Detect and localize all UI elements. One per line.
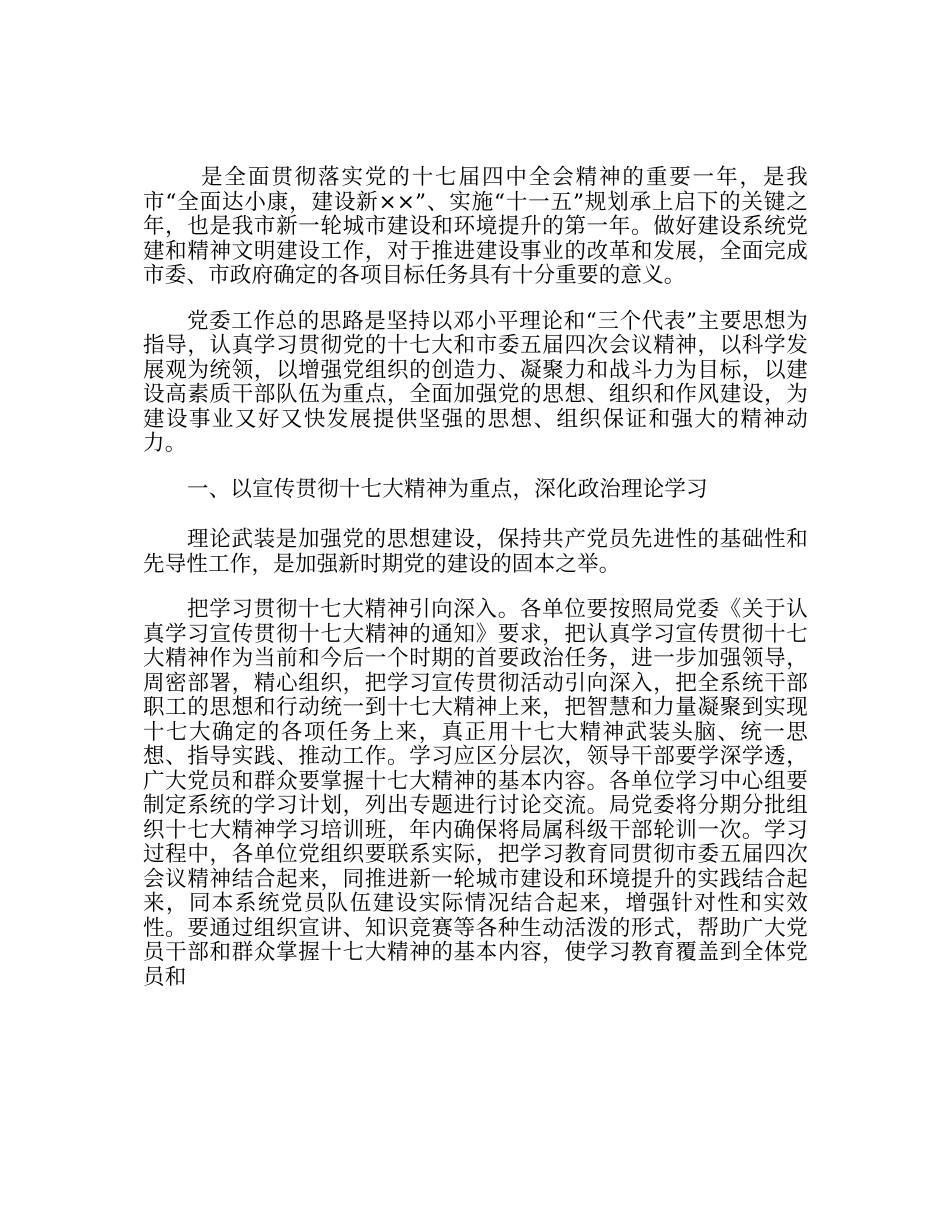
paragraph-work-approach: 党委工作总的思路是坚持以邓小平理论和“三个代表”主要思想为指导，认真学习贯彻党的十七大和市委五届四次会议精神，以科学发展观为统领，以增强党组织的创造力、凝聚力和战斗力为目标，以建设高素质干部队伍为重点，全面加强党的思想、组织和作风建设，为建设事业又好又快发展提供坚强的思想、组织保证和强大的精神动力。 xyxy=(143,308,808,456)
section-heading-1: 一、以宣传贯彻十七大精神为重点，深化政治理论学习 xyxy=(187,476,708,502)
paragraph-study-plan: 把学习贯彻十七大精神引向深入。各单位要按照局党委《关于认真学习宣传贯彻十七大精神的通知》要求，把认真学习宣传贯彻十七大精神作为当前和今后一个时期的首要政治任务，进一步加强领导，周密部署，精心组织，把学习宣传贯彻活动引向深入，把全系统干部职工的思想和行动统一到十七大精神上来，把智慧和力量凝聚到实现十七大确定的各项任务上来，真正用十七大精神武装头脑、统一思想、指导实践、推动工作。学习应区分层次，领导干部要学深学透，广大党员和群众要掌握十七大精神的基本内容。各单位学习中心组要制定系统的学习计划，列出专题进行讨论交流。局党委将分期分批组织十七大精神学习培训班，年内确保将局属科级干部轮训一次。学习过程中，各单位党组织要联系实际，把学习教育同贯彻市委五届四次会议精神结合起来，同推进新一轮城市建设和环境提升的实践结合起来，同本系统党员队伍建设实际情况结合起来，增强针对性和实效性。要通过组织宣讲、知识竞赛等各种生动活泼的形式，帮助广大党员干部和群众掌握十七大精神的基本内容，使学习教育覆盖到全体党员和 xyxy=(143,597,808,990)
document-body xyxy=(143,166,808,1011)
paragraph-intro: 是全面贯彻落实党的十七届四中全会精神的重要一年，是我市“全面达小康，建设新××”、实施“十一五”规划承上启下的关键之年，也是我市新一轮城市建设和环境提升的第一年。做好建设系统党建和精神文明建设工作，对于推进建设事业的改革和发展，全面完成市委、市政府确定的各项目标任务具有十分重要的意义。 xyxy=(143,165,808,288)
paragraph-theory: 理论武装是加强党的思想建设，保持共产党员先进性的基础性和先导性工作，是加强新时期党的建设的固本之举。 xyxy=(143,527,808,577)
